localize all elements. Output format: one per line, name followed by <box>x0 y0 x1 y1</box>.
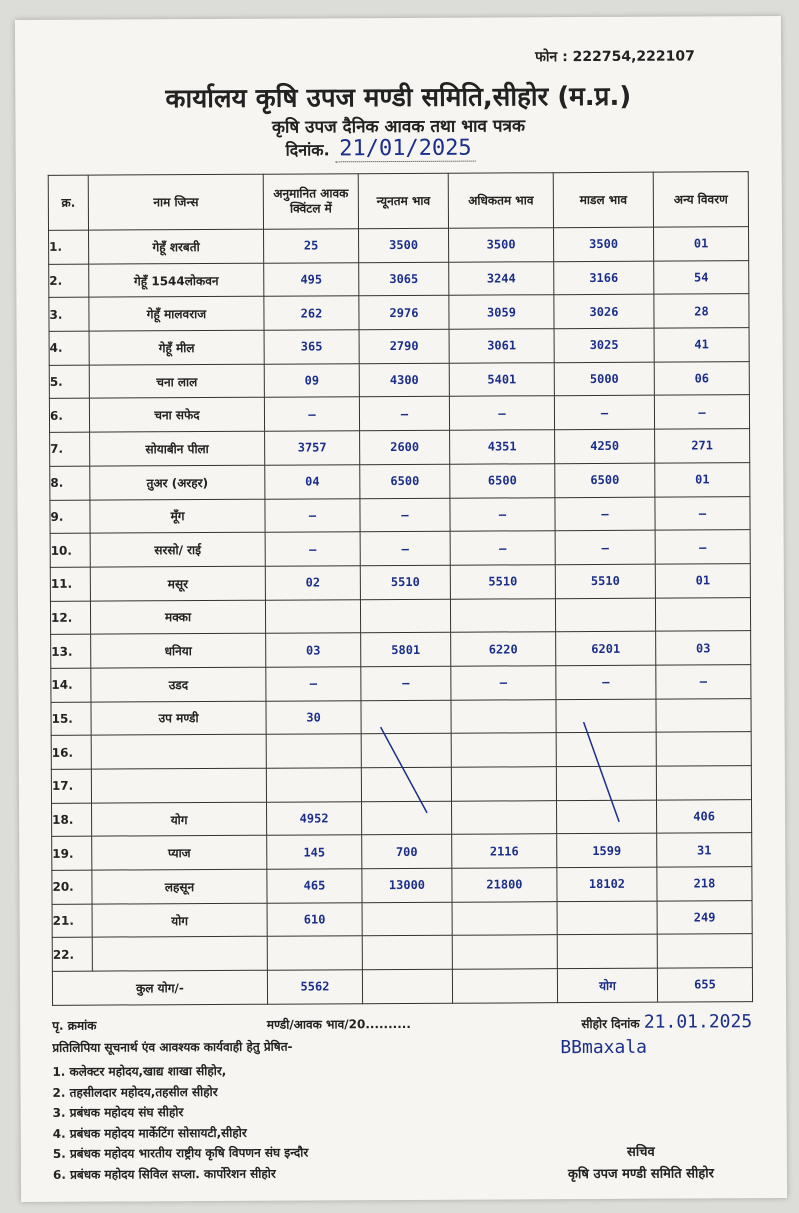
cell-max-price: — <box>450 531 555 565</box>
cell-serial: 21. <box>52 904 92 938</box>
cell-arrival: 610 <box>267 902 362 936</box>
table-row <box>52 833 752 870</box>
cell-serial: 13. <box>51 634 91 668</box>
strike-line <box>584 722 620 822</box>
rates-table-wrapper <box>48 171 752 1012</box>
cell-other: 271 <box>655 429 750 463</box>
cell-commodity: गेहूँ मील <box>89 330 264 365</box>
cell-model-price: 18102 <box>557 867 657 901</box>
cell-model-price: — <box>555 497 655 531</box>
table-row <box>49 328 749 365</box>
cell-other: 01 <box>655 564 750 598</box>
cell-arrival: 03 <box>266 633 361 667</box>
cell-other: — <box>654 395 749 429</box>
cell-serial: 8. <box>50 466 90 500</box>
cell-commodity: मसूर <box>90 566 265 601</box>
cell-serial: 4. <box>49 331 89 365</box>
cell-commodity <box>91 735 266 770</box>
cell-serial: 19. <box>52 836 92 870</box>
table-row <box>49 227 749 264</box>
cell-arrival: — <box>265 498 360 532</box>
cell-commodity: उडद <box>91 667 266 702</box>
cell-arrival: 4952 <box>267 801 362 835</box>
col-header-model-price: माडल भाव <box>553 172 653 228</box>
table-row <box>50 429 750 466</box>
cell-commodity: लहसून <box>92 869 267 904</box>
cell-min-price: — <box>359 397 449 431</box>
cell-commodity: गेहूँ 1544लोकवन <box>89 263 264 298</box>
cell-model-price: 4250 <box>555 429 655 463</box>
cell-commodity: तुअर (अरहर) <box>90 465 265 500</box>
table-row <box>51 665 751 702</box>
page-title: कार्यालय कृषि उपज मण्डी समिति,सीहोर (म.प्र.) <box>165 81 632 115</box>
cell-min-price: 2976 <box>359 296 449 330</box>
cell-other <box>655 597 750 631</box>
cell-arrival: 09 <box>264 363 359 397</box>
table-header-row <box>48 172 748 231</box>
cell-other: 28 <box>654 294 749 328</box>
cell-min-price: 5801 <box>361 632 451 666</box>
cell-commodity: सोयाबीन पीला <box>90 431 265 466</box>
cell-model-price: 1599 <box>557 834 657 868</box>
cell-serial: 5. <box>49 365 89 399</box>
cell-min-price: — <box>360 531 450 565</box>
cell-serial: 11. <box>50 567 90 601</box>
cell-arrival <box>266 768 361 802</box>
cell-arrival: 495 <box>264 262 359 296</box>
cell-min-price: 3500 <box>359 228 449 262</box>
cell-max-price: 6500 <box>450 464 555 498</box>
cell-arrival <box>267 936 362 970</box>
cell-other: 406 <box>657 799 752 833</box>
cell-arrival: 04 <box>265 465 360 499</box>
cell-commodity: उप मण्डी <box>91 701 266 736</box>
place-date-label: सीहोर दिनांक <box>581 1016 640 1032</box>
cell-min-price: 6500 <box>360 464 450 498</box>
cell-min-price: 700 <box>362 835 452 869</box>
cell-arrival: — <box>265 532 360 566</box>
table-row <box>49 294 749 331</box>
phone-numbers: फोन : 222754,222107 <box>535 48 695 66</box>
cell-serial: 7. <box>50 432 90 466</box>
total-label: कुल योग/- <box>52 970 267 1005</box>
cc-item: 2. तहसीलदार महोदय,तहसील सीहोर <box>52 1084 218 1100</box>
table-row <box>50 564 750 601</box>
cell-other: 03 <box>656 631 751 665</box>
total-arrival: 5562 <box>267 970 362 1004</box>
cell-serial: 20. <box>52 870 92 904</box>
cell-model-price: — <box>555 530 655 564</box>
cell-max-price <box>450 598 555 632</box>
table-row <box>50 496 750 533</box>
cell-other: 218 <box>657 867 752 901</box>
cell-arrival <box>266 734 361 768</box>
cc-item: 5. प्रबंधक महोदय भारतीय राष्ट्रीय कृषि विपणन संघ इन्दौर <box>52 1145 309 1161</box>
cell-other: — <box>655 530 750 564</box>
table-row <box>49 260 749 297</box>
cell-serial: 6. <box>49 399 89 433</box>
cell-max-price <box>452 901 557 935</box>
cell-max-price: — <box>450 497 555 531</box>
cell-arrival: 145 <box>267 835 362 869</box>
cell-max-price <box>452 935 557 969</box>
cell-max-price: 5510 <box>450 565 555 599</box>
table-row <box>51 631 751 668</box>
cell-arrival: — <box>264 397 359 431</box>
col-header-sn: क्र. <box>48 175 88 230</box>
cell-min-price: 4300 <box>359 363 449 397</box>
cell-commodity <box>91 768 266 803</box>
col-header-arrival: अनुमानित आवक क्विंटल में <box>263 174 358 229</box>
page-subtitle: कृषि उपज दैनिक आवक तथा भाव पत्रक <box>271 116 526 138</box>
cell-serial: 17. <box>51 769 91 803</box>
cell-serial: 16. <box>51 735 91 769</box>
table-row <box>50 597 750 634</box>
cell-model-price: 3025 <box>554 328 654 362</box>
cc-item: 1. कलेक्टर महोदय,खाद्य शाखा सीहोर, <box>52 1063 227 1079</box>
cell-max-price: 4351 <box>450 430 555 464</box>
cell-commodity: धनिया <box>91 633 266 668</box>
cell-serial: 15. <box>51 702 91 736</box>
cell-commodity: चना सफेद <box>89 398 264 433</box>
footer-ref-line <box>52 1012 752 1037</box>
table-row <box>50 462 750 499</box>
date-value: 21/01/2025 <box>335 136 476 163</box>
cell-arrival: 02 <box>265 566 360 600</box>
cell-serial: 10. <box>50 533 90 567</box>
cell-serial: 3. <box>49 298 89 332</box>
cell-commodity: गेहूँ शरबती <box>89 229 264 264</box>
cell-commodity: गेहूँ मालवराज <box>89 297 264 332</box>
cell-min-price: 5510 <box>360 565 450 599</box>
table-row <box>49 395 749 432</box>
cell-commodity: प्याज <box>92 836 267 871</box>
cell-max-price: 3061 <box>449 329 554 363</box>
cell-min-price: — <box>360 498 450 532</box>
cell-model-price: 5510 <box>555 564 655 598</box>
cell-other: 249 <box>657 900 752 934</box>
cell-model-price: 5000 <box>554 362 654 396</box>
col-header-other: अन्य विवरण <box>653 172 748 227</box>
rates-table <box>48 171 753 1005</box>
cell-other: 01 <box>655 462 750 496</box>
cell-max-price: 3500 <box>449 228 554 262</box>
cell-commodity: योग <box>92 903 267 938</box>
cell-model-price: 6500 <box>555 463 655 497</box>
col-header-commodity: नाम जिन्स <box>88 174 263 230</box>
cell-max-price: 6220 <box>451 632 556 666</box>
cell-commodity: सरसो/ राई <box>90 532 265 567</box>
cell-arrival: 30 <box>266 700 361 734</box>
cell-max-price: — <box>449 396 554 430</box>
cell-other: 06 <box>654 361 749 395</box>
cell-commodity: मक्का <box>90 600 265 635</box>
forward-text: प्रतिलिपिया सूचनार्थ एंव आवश्यक कार्यवाही हेतु प्रेषित- <box>52 1039 293 1055</box>
date-line: दिनांक. 21/01/2025 <box>286 136 476 162</box>
cell-min-price: 13000 <box>362 868 452 902</box>
total-row <box>52 968 752 1005</box>
cell-min-price: 2600 <box>360 430 450 464</box>
table-row <box>50 530 750 567</box>
cell-max-price: 3244 <box>449 261 554 295</box>
cell-arrival: 262 <box>264 296 359 330</box>
total-other: 655 <box>657 968 752 1002</box>
strike-lines <box>379 722 680 834</box>
cell-model-price: 3166 <box>554 261 654 295</box>
cell-arrival: 465 <box>267 869 362 903</box>
cell-serial: 22. <box>52 938 92 972</box>
table-row <box>49 361 749 398</box>
cell-arrival: 25 <box>264 229 359 263</box>
cell-min-price <box>362 936 452 970</box>
cell-model-price: 3026 <box>554 295 654 329</box>
cell-model-price <box>557 935 657 969</box>
cell-commodity: योग <box>92 802 267 837</box>
cell-max-price: 5401 <box>449 362 554 396</box>
cell-model-price: — <box>554 396 654 430</box>
table-row <box>52 900 752 937</box>
strike-line <box>381 727 427 813</box>
table-row <box>52 934 752 971</box>
cc-item: 4. प्रबंधक महोदय मार्केटिंग सोसायटी,सीहोर <box>52 1125 247 1141</box>
ref-number: मण्डी/आवक भाव/20.......... <box>266 1016 411 1032</box>
table-row <box>52 867 752 904</box>
cell-min-price <box>362 902 452 936</box>
total-other-label: योग <box>557 968 657 1002</box>
cell-serial: 14. <box>51 668 91 702</box>
place-date <box>581 1012 752 1034</box>
cell-commodity: मूँग <box>90 499 265 534</box>
total-empty-1 <box>362 969 452 1003</box>
cell-arrival: 365 <box>264 330 359 364</box>
cell-serial: 12. <box>50 601 90 635</box>
cell-max-price: 3059 <box>449 295 554 329</box>
date-label: दिनांक <box>285 140 324 160</box>
cell-other: 54 <box>654 260 749 294</box>
cell-arrival: — <box>266 667 361 701</box>
cell-other <box>657 934 752 968</box>
secretary-block <box>521 1141 761 1186</box>
cell-commodity <box>92 937 267 972</box>
total-empty-2 <box>452 969 557 1003</box>
col-header-min-price: न्यूनतम भाव <box>358 173 448 228</box>
cell-min-price: — <box>361 666 451 700</box>
cc-item: 6. प्रबंधक महोदय सिविल सप्ला. कार्पोरेशन सीहोर <box>52 1166 276 1182</box>
ref-label: पृ. क्रमांक <box>52 1018 97 1033</box>
cell-other: 41 <box>654 328 749 362</box>
cell-model-price <box>557 901 657 935</box>
cell-commodity: चना लाल <box>89 364 264 399</box>
cell-model-price <box>555 598 655 632</box>
cell-serial: 9. <box>50 500 90 534</box>
cell-min-price: 2790 <box>359 329 449 363</box>
place-date-value: 21.01.2025 <box>643 1011 753 1033</box>
col-header-max-price: अधिकतम भाव <box>448 173 553 229</box>
cell-serial: 1. <box>49 230 89 264</box>
document-sheet <box>15 16 787 1202</box>
cell-max-price: 21800 <box>452 868 557 902</box>
committee-name: कृषि उपज मण्डी समिति सीहोर <box>568 1166 714 1183</box>
cell-other: 31 <box>657 833 752 867</box>
cell-max-price: 2116 <box>452 834 557 868</box>
cell-arrival <box>265 599 360 633</box>
cell-other: — <box>655 496 750 530</box>
cell-min-price <box>360 599 450 633</box>
cell-arrival: 3757 <box>265 431 360 465</box>
secretary-title: सचिव <box>626 1144 655 1160</box>
cell-other: 01 <box>654 227 749 261</box>
cell-serial: 2. <box>49 264 89 298</box>
cell-model-price: 6201 <box>556 631 656 665</box>
cell-other: — <box>656 665 751 699</box>
cc-item: 3. प्रबंधक महोदय संघ सीहोर <box>52 1105 184 1120</box>
cell-serial: 18. <box>52 803 92 837</box>
cell-model-price: 3500 <box>554 227 654 261</box>
signature: BBmaxala <box>560 1036 648 1059</box>
cell-model-price: — <box>556 665 656 699</box>
cell-min-price: 3065 <box>359 262 449 296</box>
cell-max-price: — <box>451 666 556 700</box>
